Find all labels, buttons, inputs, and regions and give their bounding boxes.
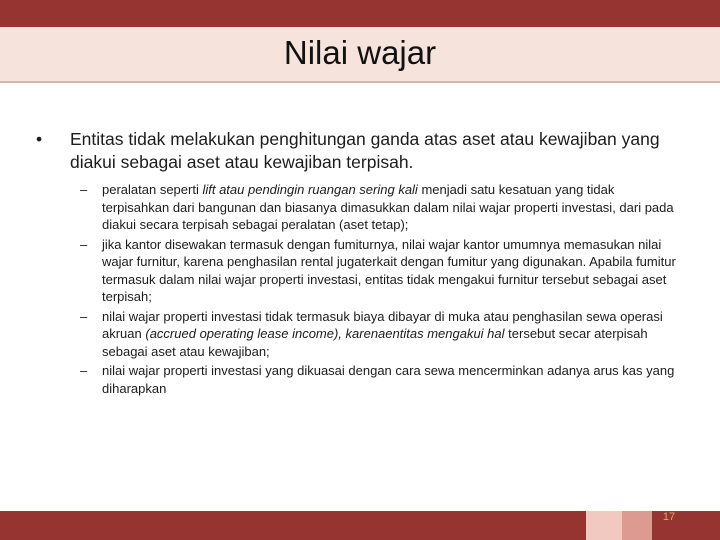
bullet-icon: • (36, 129, 43, 149)
dash-icon: – (80, 182, 88, 197)
dash-icon: – (80, 308, 88, 324)
dash-icon: – (80, 236, 88, 252)
sub-point-2 (36, 236, 676, 306)
slide-content (36, 128, 676, 399)
footer-segment-dark (0, 511, 586, 540)
header-accent-bar (0, 0, 720, 27)
footer-segment-mid (622, 511, 652, 540)
footer-segment-light (586, 511, 622, 540)
slide-title: Nilai wajar (283, 34, 437, 71)
sub-point-italic: lift atau pendingin ruangan sering kali (202, 182, 418, 197)
sub-point-text: jika kantor disewakan termasuk dengan fumiturnya, nilai wajar kantor umumnya memasukan nilai wajar furnitur, karena penghasilan rental jugaterkait dengan fumitur yang digunakan. Apabila fumitur termasuk dalam nilai wajar properti investasi, entitas tidak mengakui furnitur tersebut sebagai aset terpisah; (102, 236, 676, 304)
sub-point-italic: (accrued operating lease income), karenaentitas mengakui hal (145, 326, 505, 341)
sub-point-3 (36, 308, 676, 361)
page-number: 17 (662, 511, 676, 523)
sub-point-text: nilai wajar properti investasi tidak termasuk biaya dibayar di muka atau penghasilan sewa operasi akruan (102, 308, 663, 341)
sub-point-4 (36, 362, 676, 397)
footer-bar (0, 511, 720, 540)
main-bullet-text: Entitas tidak melakukan penghitungan ganda atas aset atau kewajiban yang diakui sebagai aset atau kewajiban terpisah. (70, 129, 660, 172)
sub-point-text: tersebut secar aterpisah sebagai aset atau kewajiban; (102, 326, 648, 359)
sub-point-text: menjadi satu kesatuan yang tidak terpisahkan dari bangunan dan biasanya dimasukkan dalam nilai wajar properti investasi, dari pada diakui secara terpisah sebagai peralatan (aset tetap); (102, 182, 674, 232)
dash-icon: – (80, 363, 88, 378)
sub-point-text: peralatan seperti (102, 182, 203, 197)
sub-point-text: nilai wajar properti investasi yang dikuasai dengan cara sewa mencerminkan adanya arus kas yang diharapkan (102, 363, 675, 396)
sub-point-1 (36, 181, 676, 234)
sub-point-list (36, 181, 676, 397)
main-bullet-point (36, 128, 676, 174)
